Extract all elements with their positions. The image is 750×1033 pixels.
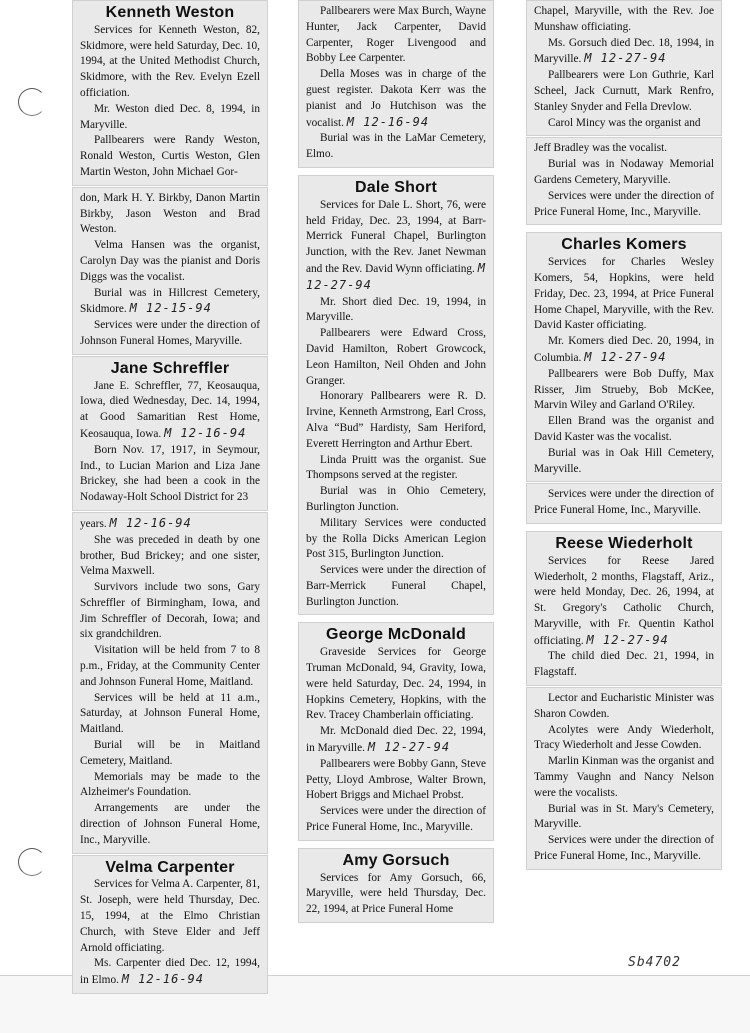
punch-hole-bottom [18,848,46,876]
paragraph: Survivors include two sons, Gary Schreffler of Birmingham, Iowa, and Jim Schreffler of Decorah, Iowa; and six grandchildren. [80,581,260,641]
obituary-amy-gorsuch-cont [526,0,722,136]
paragraph: Services for Charles Wesley Komers, 54, Hopkins, were held Friday, Dec. 23, 1994, at Price Funeral Home Chapel, Maryville, with the Rev. David Kaster officiating. [534,256,714,332]
paragraph: Services for Velma A. Carpenter, 81, St. Joseph, were held Thursday, Dec. 15, 1994, at the Elmo Christian Church, with Steve Elder and Jeff Arnold officiating. [80,878,260,954]
handwritten-date: M 12-27-94 [584,51,667,66]
paragraph: don, Mark H. Y. Birkby, Danon Martin Birkby, Jason Weston and Brad Weston. [80,191,260,236]
handwritten-date: M 12-27-94 [586,632,669,647]
paragraph: Pallbearers were Edward Cross, David Hamilton, Robert Growcock, Leon Hamilton, Neil Ohden and John Granger. [306,327,486,387]
paragraph: Chapel, Maryville, with the Rev. Joe Munshaw officiating. [534,5,714,33]
paragraph: Born Nov. 17, 1917, in Seymour, Ind., to Lucian Marion and Liza Jane Brickey, she had been a cook in the Nodaway-Holt School District for 23 [80,443,260,504]
paragraph: Visitation will be held from 7 to 8 p.m., Friday, at the Community Center and Johnson Funeral Home, Maitland. [80,644,260,688]
paragraph-text: Jane E. Schreffler, 77, Keosauqua, Iowa, died Wednesday, Dec. 14, 1994, at Good Samaritian Rest Home, Keosauqua, Iowa. [80,379,260,440]
paragraph-text: Services for Reese Jared Wiederholt, 2 months, Flagstaff, Ariz., were held Monday, Dec. 26, 1994, at St. Gregory's Catholic Church, Maryville, with Fr. Quentin Kathol officiating. [534,554,714,647]
column-left [72,0,268,995]
handwritten-date: M 12-16-94 [346,114,430,129]
obituary-title: Dale Short [354,178,437,196]
paragraph: Burial will be in Maitland Cemetery, Maitland. [80,739,260,767]
obituary-kenneth-weston-cont [72,187,268,355]
paragraph [80,379,260,443]
column-right [526,0,722,871]
paragraph: Ellen Brand was the organist and David Kaster was the vocalist. [534,415,714,443]
obituary-title: Kenneth Weston [105,4,235,21]
paragraph: Pallbearers were Randy Weston, Ronald Weston, Curtis Weston, Glen Martin Weston, John Michael Gor- [80,134,260,178]
obituary-charles-komers [526,232,722,482]
handwritten-date: M 12-27-94 [584,349,667,364]
paragraph: Arrangements are under the direction of Johnson Funeral Home, Inc., Maryville. [80,802,260,846]
obituary-title: Jane Schreffler [110,359,230,377]
paragraph: Burial was in Oak Hill Cemetery, Maryville. [534,446,714,475]
paragraph [80,516,260,533]
handwritten-date: M 12-16-94 [109,515,192,530]
paragraph: Marlin Kinman was the organist and Tammy Vaughn and Nancy Nelson were the vocalists. [534,755,714,799]
paragraph: Pallbearers were Bob Duffy, Max Risser, Jim Strueby, Bob McKee, Marvin Wiley and Garland O'Riley. [534,367,714,412]
paragraph [306,198,486,295]
paragraph: Graveside Services for George Truman McDonald, 94, Gravity, Iowa, were held Saturday, Dec. 24, 1994, in Hopkins Cemetery, Hopkins, with the Rev. Tracey Chamberlain officiating. [306,646,486,722]
handwritten-date: M 12-27-94 [367,740,451,755]
handwritten-date: M 12-16-94 [121,972,204,987]
handwritten-date: M 12-27-94 [306,260,487,292]
paragraph: Services were under the direction of Price Funeral Home, Inc., Maryville. [534,488,714,517]
paragraph [534,36,714,69]
obituary-title: George McDonald [326,626,466,644]
paragraph [306,724,486,757]
paragraph: Mr. Short died Dec. 19, 1994, in Maryville. [306,295,486,324]
paragraph: Carol Mincy was the organist and [548,116,701,129]
paragraph: Military Services were conducted by the Rolla Dicks American Legion Post 315, Burlington Junction. [306,516,486,561]
paragraph: Memorials may be made to the Alzheimer's Foundation. [80,770,260,799]
paragraph: Burial was in Nodaway Memorial Gardens Cemetery, Maryville. [534,158,714,186]
paragraph-text: years. [80,517,107,530]
paragraph: Services were under the direction of Price Funeral Home, Inc., Maryville. [534,189,714,218]
paragraph: Services were under the direction of Price Funeral Home, Inc., Maryville. [306,805,486,834]
paragraph: Services were under the direction of Johnson Funeral Homes, Maryville. [80,319,260,347]
paragraph: Mr. Weston died Dec. 8, 1994, in Maryville. [80,102,260,131]
paragraph [534,554,714,650]
paragraph [534,334,714,367]
paragraph: Pallbearers were Lon Guthrie, Karl Scheel, Jack Curnutt, Mark Renfro, Stanley Snyder and Fella Drevlow. [534,69,714,113]
punch-hole-top [18,88,46,116]
paragraph: Pallbearers were Max Burch, Wayne Hunter, Jack Carpenter, David Carpenter, Roger Livengood and Bobby Lee Carpenter. [306,5,486,65]
paragraph: Linda Pruitt was the organist. Sue Thompsons served at the register. [306,453,486,482]
obituary-reese-wiederholt-cont [526,687,722,870]
obituary-jane-schreffler-cont [72,512,268,854]
paragraph-text: Mr. McDonald died Dec. 22, 1994, in Maryville. [306,725,486,755]
paragraph: Lector and Eucharistic Minister was Sharon Cowden. [534,692,714,720]
paragraph-text: Services for Dale L. Short, 76, were held Friday, Dec. 23, 1994, at Barr-Merrick Funeral Chapel, Burlington Junction, with the Rev. Janet Newman and the Rev. David Wynn officiating. [306,198,486,275]
obituary-title: Velma Carpenter [105,858,235,876]
obituary-kenneth-weston [72,0,268,186]
paragraph: Burial was in St. Mary's Cemetery, Maryville. [534,802,714,831]
obituary-charles-komers-cont [526,483,722,524]
handwritten-page-id: Sb4702 [628,955,681,970]
paragraph [80,286,260,319]
paragraph: Velma Hansen was the organist, Carolyn Day was the pianist and Doris Diggs was the vocalist. [80,239,260,283]
paragraph: Burial was in the LaMar Cemetery, Elmo. [306,132,486,161]
obituary-velma-carpenter [72,855,268,994]
paragraph-text: Della Moses was in charge of the guest register. Dakota Kerr was the pianist and Jo Hutchison was the vocalist. [306,68,486,129]
paragraph: Services for Amy Gorsuch, 66, Maryville, were held Thursday, Dec. 22, 1994, at Price Funeral Home [306,871,486,916]
paragraph-text: Burial was in Hillcrest Cemetery, Skidmore. [80,286,260,316]
paragraph: Services will be held at 11 a.m., Saturday, at Johnson Funeral Home, Maitland. [80,691,260,736]
paragraph [306,67,486,131]
paragraph: Burial was in Ohio Cemetery, Burlington Junction. [306,485,486,513]
paragraph-text: Ms. Gorsuch died Dec. 18, 1994, in Maryville. [534,36,714,66]
paragraph: The child died Dec. 21, 1994, in Flagstaff. [534,650,714,679]
obituary-title: Reese Wiederholt [555,534,693,552]
paragraph [80,956,260,989]
paragraph: Pallbearers were Bobby Gann, Steve Petty, Lloyd Ambrose, Walter Brown, Hobert Briggs and Michael Probst. [306,757,486,802]
paragraph: Honorary Pallbearers were R. D. Irvine, Kenneth Armstrong, Earl Cross, Alva “Bud” Hardisty, Sam Heriford, Everett Herrington and Arthur Ebert. [306,390,486,450]
handwritten-date: M 12-15-94 [129,301,212,316]
obituary-velma-carpenter-cont [298,0,494,168]
column-middle [298,0,494,924]
obituary-george-mcdonald [298,622,494,840]
obituary-jane-schreffler [72,356,268,511]
obituary-reese-wiederholt [526,531,722,686]
paragraph: Acolytes were Andy Wiederholt, Tracy Wiederholt and Jesse Cowden. [534,723,714,752]
obituary-amy-gorsuch [298,848,494,923]
paragraph: Services were under the direction of Price Funeral Home, Inc., Maryville. [534,834,714,863]
paragraph: Services for Kenneth Weston, 82, Skidmore, were held Saturday, Dec. 10, 1994, at the United Methodist Church, Skidmore, with the Rev. Evelyn Ezell officiation. [80,23,260,99]
paragraph-text: Mr. Komers died Dec. 20, 1994, in Columbia. [534,335,714,364]
obituary-amy-gorsuch-cont2 [526,137,722,225]
obituary-title: Charles Komers [561,236,687,254]
handwritten-date: M 12-16-94 [164,425,247,440]
paragraph: Jeff Bradley was the vocalist. [534,142,668,155]
obituary-dale-short [298,175,494,616]
paragraph: She was preceded in death by one brother, Bud Brickey; and one sister, Velma Maxwell. [80,533,260,578]
paragraph-text: Ms. Carpenter died Dec. 12, 1994, in Elmo. [80,957,260,987]
paragraph: Services were under the direction of Barr-Merrick Funeral Chapel, Burlington Junction. [306,564,486,608]
obituary-title: Amy Gorsuch [342,851,450,869]
